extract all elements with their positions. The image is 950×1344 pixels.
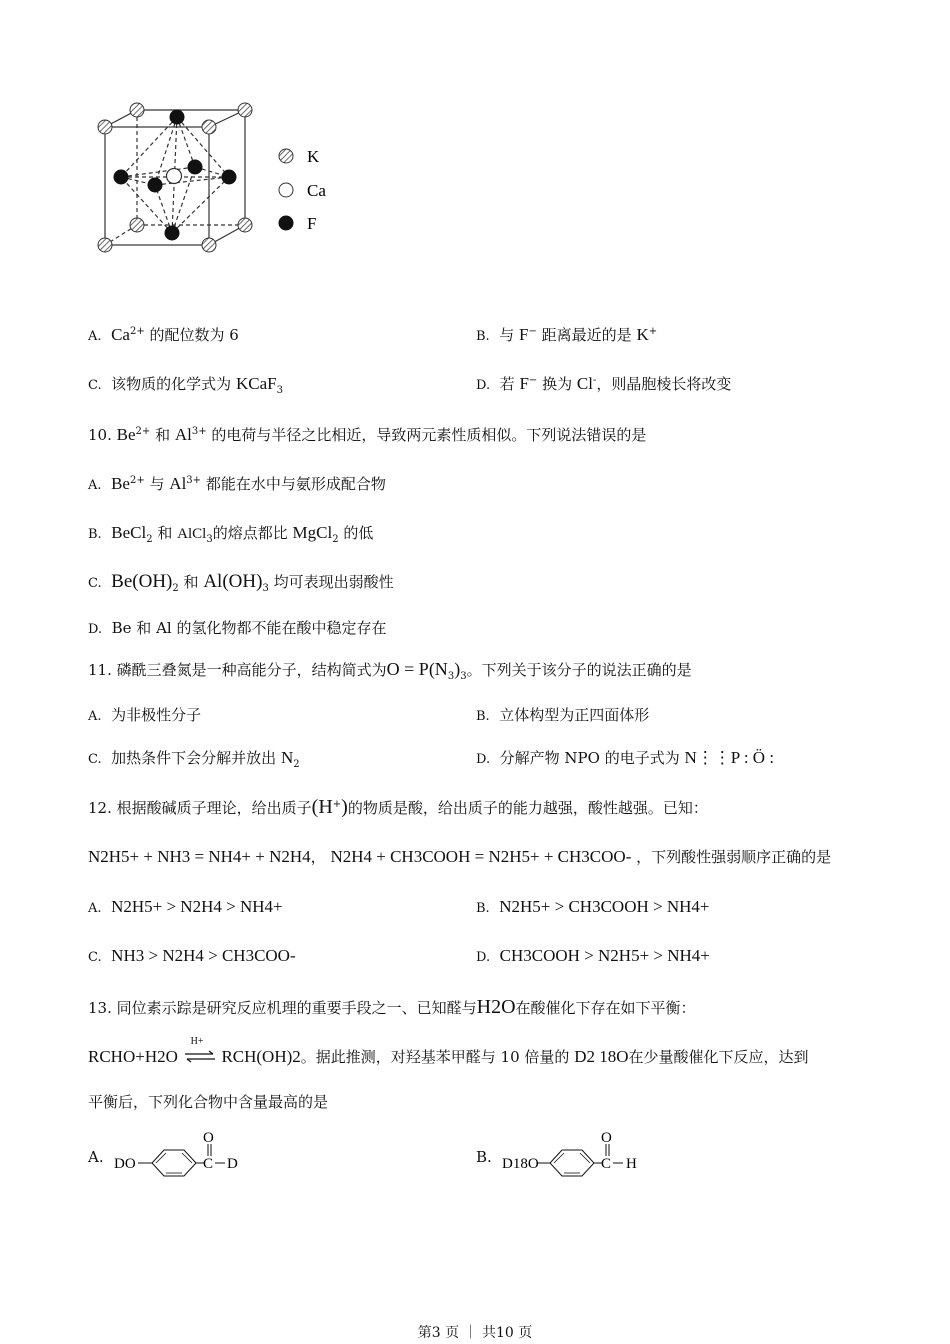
q13-option-b: B.	[476, 1148, 492, 1166]
q10-option-a: A. $Be^{2+}$ 与 $Al^{3+}$ 都能在水中与氨形成配合物	[88, 474, 386, 493]
q12-equations: N2H5+ + NH3 = NH4+ + N2H4， N2H4 + CH3COOH = N2H5+ + CH3COO- ，下列酸性强弱顺序正确的是	[88, 847, 832, 866]
f-atom	[148, 178, 163, 193]
f-atom	[188, 160, 203, 175]
q12-stem: 12. 根据酸碱质子理论，给出质子(H+)的物质是酸，给出质子的能力越强，酸性越强。已知：	[88, 796, 708, 818]
q10-stem: 10. $Be^{2+}$ 和 $Al^{3+}$ 的电荷与半径之比相近，导致两元素性质相似。下列说法错误的是	[88, 425, 647, 444]
svg-text:O: O	[203, 1130, 214, 1146]
svg-text:O: O	[601, 1130, 612, 1146]
k-atom	[98, 238, 112, 252]
k-atom	[238, 103, 252, 117]
q11-option-a: A. 为非极性分子	[88, 706, 202, 724]
q12-option-c: C. NH3 > N2H4 > CH3COO-	[88, 946, 296, 965]
k-atom	[202, 238, 216, 252]
q13-equilibrium-line: RCHO+H2O H+ RCH(OH)2。据此推测，对羟基苯甲醛与 10 倍量的 D2 18O在少量酸催化下反应，达到	[88, 1036, 809, 1066]
q10-option-c: C. $Be(OH)_2$ 和 $Al(OH)_3$ 均可表现出弱酸性	[88, 571, 394, 594]
q13-stem-end: 平衡后，下列化合物中含量最高的是	[88, 1093, 329, 1111]
legend-k: K	[307, 147, 320, 166]
svg-text:DO: DO	[114, 1156, 136, 1172]
crystal-cell-diagram	[85, 95, 355, 265]
q10-option-d: D. Be 和 Al 的氢化物都不能在酸中稳定存在	[88, 619, 387, 637]
q12-option-b: B. N2H5+ > CH3COOH > NH4+	[476, 897, 710, 916]
k-atom	[130, 218, 144, 232]
q13-a-structure	[112, 1128, 252, 1183]
svg-text:C: C	[601, 1156, 612, 1172]
q11-stem: 11. 磷酰三叠氮是一种高能分子，结构简式为$O = P(N_3)_3$。下列关于该分子的说法正确的是	[88, 659, 692, 682]
svg-text:D: D	[227, 1156, 238, 1172]
f-atom	[114, 170, 129, 185]
q9-option-d: D. 若 F− 换为 Cl-，则晶胞棱长将改变	[476, 374, 732, 393]
q12-option-d: D. CH3COOH > N2H5+ > NH4+	[476, 946, 710, 965]
q11-option-c: C. 加热条件下会分解并放出 $N_2$	[88, 748, 300, 770]
q12-option-a: A. N2H5+ > N2H4 > NH4+	[88, 897, 283, 916]
q9-option-a: A. $Ca^{2+}$ 的配位数为 6	[88, 325, 239, 344]
q11-option-b: B. 立体构型为正四面体形	[476, 706, 650, 724]
k-atom	[98, 120, 112, 134]
q9-option-b: B. 与 F− 距离最近的是 K+	[476, 325, 658, 344]
q12-eq1: N2H5+ + NH3 = NH4+ + N2H4	[88, 847, 311, 866]
q13-stem: 13. 同位素示踪是研究反应机理的重要手段之一、已知醛与H2O在酸催化下存在如下平衡：	[88, 996, 696, 1018]
f-atom	[222, 170, 237, 185]
q12-eq2: N2H4 + CH3COOH = N2H5+ + CH3COO-	[330, 847, 632, 866]
ca-atom	[167, 169, 182, 184]
f-atom	[165, 226, 180, 241]
legend-k-marker	[279, 149, 293, 163]
q9-option-c: C. 该物质的化学式为 KCaF$_3$	[88, 374, 283, 396]
q11-option-d: D. 分解产物 NPO 的电子式为 N⋮⋮P : Ö :	[476, 748, 775, 767]
k-atom	[130, 103, 144, 117]
svg-text:D18O: D18O	[502, 1156, 539, 1172]
svg-text:H: H	[626, 1156, 637, 1172]
k-atom	[202, 120, 216, 134]
q10-option-b: B. BeCl$_2$ 和 AlCl$_3$的熔点都比 MgCl$_2$ 的低	[88, 523, 374, 545]
equilibrium-arrow-icon: H+	[183, 1036, 217, 1066]
legend-f: F	[307, 214, 317, 233]
legend-f-marker	[279, 216, 294, 231]
q13-b-structure	[500, 1128, 660, 1183]
page-footer: 第3 页 ｜ 共10 页	[417, 1325, 533, 1341]
legend-ca-marker	[279, 183, 293, 197]
f-atom	[170, 110, 185, 125]
q13-option-a: A.	[88, 1148, 104, 1166]
legend-ca: Ca	[307, 181, 326, 200]
k-atom	[238, 218, 252, 232]
svg-text:C: C	[203, 1156, 214, 1172]
